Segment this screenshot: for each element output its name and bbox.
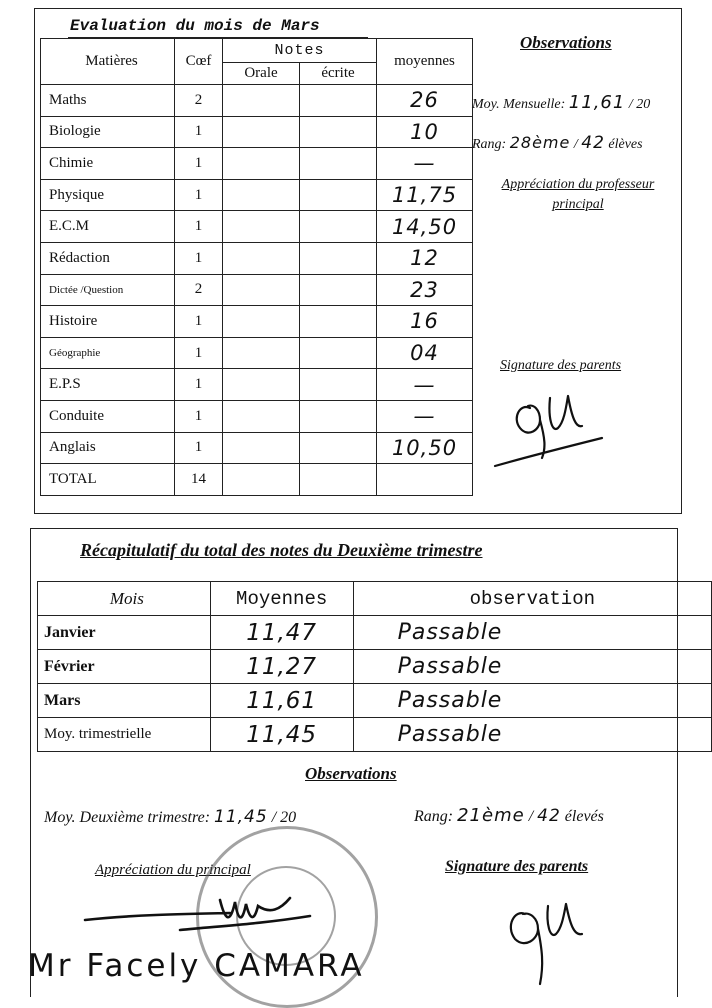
subject-name: Histoire [41, 306, 175, 338]
header-observation: observation [353, 582, 711, 616]
oral-cell [223, 400, 300, 432]
monthly-average-label: Moy. Mensuelle: [472, 97, 566, 112]
recap-parent-signature-label: Signature des parents [445, 858, 589, 875]
rank-label: Rang: [472, 137, 507, 152]
written-cell [300, 211, 377, 243]
table-row [41, 337, 473, 369]
recap-header-row [38, 582, 712, 616]
rank-value: 28ème [509, 133, 571, 152]
subject-average: 12 [377, 242, 473, 274]
total-row [41, 464, 473, 496]
subject-coef: 1 [175, 179, 223, 211]
principal-signature-icon [80, 880, 340, 950]
month-observation: Passable [353, 718, 711, 752]
month-average: 11,47 [210, 616, 353, 650]
grades-table [40, 38, 473, 496]
subject-average: 16 [377, 306, 473, 338]
total-average [377, 464, 473, 496]
header-orale: Orale [223, 63, 300, 85]
subject-coef: 2 [175, 274, 223, 306]
parent-signature-icon [490, 378, 610, 478]
written-cell [300, 116, 377, 148]
header-coef: Cœf [175, 39, 223, 85]
oral-cell [223, 242, 300, 274]
subject-name: Chimie [41, 148, 175, 180]
subject-coef: 1 [175, 306, 223, 338]
monthly-average-suffix: / 20 [628, 97, 651, 112]
monthly-average-value: 11,61 [568, 92, 626, 113]
month-name: Janvier [38, 616, 211, 650]
table-row [38, 650, 712, 684]
written-cell [300, 432, 377, 464]
subject-coef: 1 [175, 242, 223, 274]
month-observation: Passable [353, 650, 711, 684]
trimester-average-suffix: / 20 [271, 809, 297, 826]
subject-name: Conduite [41, 400, 175, 432]
written-cell [300, 400, 377, 432]
header-notes: Notes [223, 39, 377, 63]
subject-name: Biologie [41, 116, 175, 148]
subject-coef: 1 [175, 148, 223, 180]
trimester-rank-line: Rang: 21ème / 42 élevés [414, 805, 604, 826]
oral-cell [223, 432, 300, 464]
subject-coef: 1 [175, 432, 223, 464]
oral-cell [223, 148, 300, 180]
table-row [41, 242, 473, 274]
table-row [41, 369, 473, 401]
subject-coef: 1 [175, 337, 223, 369]
written-cell [300, 464, 377, 496]
subject-name: Physique [41, 179, 175, 211]
parent-signature-label: Signature des parents [500, 358, 622, 373]
subject-average: — [377, 369, 473, 401]
written-cell [300, 274, 377, 306]
header-moyennes: moyennes [377, 39, 473, 85]
table-row [38, 718, 712, 752]
month-name: Février [38, 650, 211, 684]
subject-name: E.P.S [41, 369, 175, 401]
subject-average: 10 [377, 116, 473, 148]
recap-parent-signature-icon [490, 884, 600, 994]
oral-cell [223, 337, 300, 369]
subject-coef: 2 [175, 85, 223, 117]
trimester-rank-suffix: élevés [564, 808, 604, 825]
subject-name: Dictée /Question [41, 274, 175, 306]
subject-average: — [377, 400, 473, 432]
subject-name: E.C.M [41, 211, 175, 243]
subject-name: Rédaction [41, 242, 175, 274]
oral-cell [223, 464, 300, 496]
trimester-rank-value: 21ème [457, 805, 525, 826]
observations-title: Observations [520, 33, 612, 52]
subject-coef: 1 [175, 211, 223, 243]
trimester-average-label: Moy. Deuxième trimestre: [44, 809, 211, 826]
subject-name: Géographie [41, 337, 175, 369]
oral-cell [223, 179, 300, 211]
handwritten-name: Mr Facely CAMARA [28, 948, 365, 984]
total-label: TOTAL [41, 464, 175, 496]
rank-line: Rang: 28ème / 42 élèves [472, 133, 643, 153]
subject-name: Anglais [41, 432, 175, 464]
month-name: Moy. trimestrielle [38, 718, 211, 752]
subject-coef: 1 [175, 369, 223, 401]
subject-average: 14,50 [377, 211, 473, 243]
subject-coef: 1 [175, 400, 223, 432]
rank-total: 42 [581, 133, 605, 153]
oral-cell [223, 306, 300, 338]
month-observation: Passable [353, 684, 711, 718]
header-ecrite: écrite [300, 63, 377, 85]
rank-suffix: élèves [608, 137, 643, 152]
written-cell [300, 85, 377, 117]
oral-cell [223, 211, 300, 243]
written-cell [300, 306, 377, 338]
principal-appreciation-label: Appréciation du principal [95, 862, 251, 878]
month-average: 11,27 [210, 650, 353, 684]
month-name: Mars [38, 684, 211, 718]
month-average: 11,61 [210, 684, 353, 718]
subject-average: — [377, 148, 473, 180]
written-cell [300, 179, 377, 211]
table-row [41, 400, 473, 432]
trimester-average-line [44, 807, 296, 827]
table-row [38, 616, 712, 650]
table-row [41, 148, 473, 180]
oral-cell [223, 274, 300, 306]
oral-cell [223, 369, 300, 401]
subject-coef: 1 [175, 116, 223, 148]
recap-title: Récapitulatif du total des notes du Deuxième trimestre [80, 540, 483, 560]
subject-average: 04 [377, 337, 473, 369]
subject-name: Maths [41, 85, 175, 117]
table-row [38, 684, 712, 718]
subject-average: 11,75 [377, 179, 473, 211]
oral-cell [223, 116, 300, 148]
table-row [41, 85, 473, 117]
written-cell [300, 242, 377, 274]
subject-average: 26 [377, 85, 473, 117]
header-mois: Mois [38, 582, 211, 616]
subject-average: 10,50 [377, 432, 473, 464]
trimester-rank-total: 42 [537, 806, 561, 826]
oral-cell [223, 85, 300, 117]
written-cell [300, 337, 377, 369]
written-cell [300, 148, 377, 180]
table-row [41, 179, 473, 211]
subject-average: 23 [377, 274, 473, 306]
month-average: 11,45 [210, 718, 353, 752]
written-cell [300, 369, 377, 401]
table-row [41, 306, 473, 338]
trimester-rank-label: Rang: [414, 808, 454, 825]
table-row [41, 116, 473, 148]
recap-table [37, 581, 712, 752]
teacher-appreciation-label: Appréciation du professeur principal [501, 177, 655, 212]
recap-observations-title: Observations [305, 764, 397, 783]
evaluation-title: Evaluation du mois de Mars [70, 17, 320, 35]
trimester-average-value: 11,45 [214, 807, 268, 827]
total-coef: 14 [175, 464, 223, 496]
header-matieres: Matières [41, 39, 175, 85]
month-observation: Passable [353, 616, 711, 650]
monthly-average-line [472, 92, 650, 113]
table-row [41, 432, 473, 464]
table-row [41, 211, 473, 243]
header-moyennes: Moyennes [210, 582, 353, 616]
table-row [41, 274, 473, 306]
